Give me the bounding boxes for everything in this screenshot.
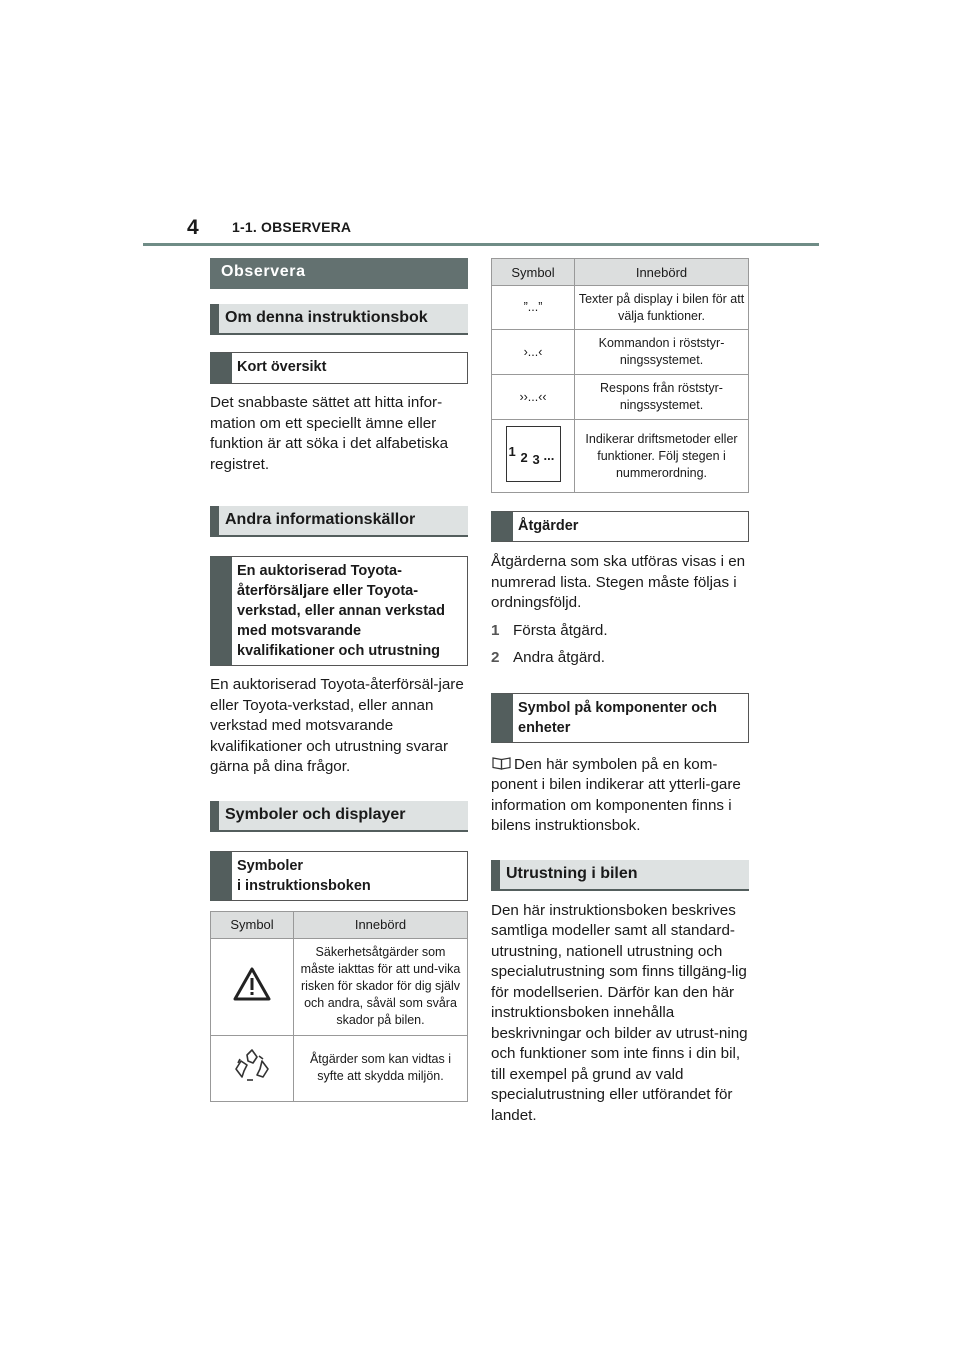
table-cell-symbol: ›...‹ <box>492 330 575 375</box>
equipment-paragraph: Den här instruktionsboken beskrives samtliga modeller samt all standard-utrustning, nationell utrustning och specialutrustning som finns tillgäng-lig för modellserien. Därför kan den här instruktionsboken innehålla beskrivningar och bilder av utrust-ning och funktioner som inte finns i din bil, till exempel på grund av vald specialutrustning eller utförandet för landet. <box>491 901 748 1124</box>
table-row <box>211 1035 468 1101</box>
list-item <box>491 648 749 668</box>
open-book-icon <box>492 756 511 770</box>
recycle-icon <box>233 1047 271 1085</box>
table-row <box>211 938 468 1035</box>
table-cell-symbol: ››...‹‹ <box>492 375 575 420</box>
table-cell-meaning: Kommandon i röststyr-ningssystemet. <box>575 330 749 375</box>
overview-paragraph: Det snabbaste sättet att hitta infor-mation om ett speciellt ämne eller funktion är att söka i det alfabetiska registret. <box>210 394 449 473</box>
table-row <box>492 330 749 375</box>
section-heading-about-manual: Om denna instruktionsbok <box>210 304 468 335</box>
table-cell-meaning: Åtgärder som kan vidtas i syfte att skydda miljön. <box>294 1035 468 1101</box>
step-number-icon: 2 <box>520 449 528 465</box>
section-heading-other-sources: Andra informationskällor <box>210 506 468 537</box>
subheading-dealer: En auktoriserad Toyota-återförsäljare eller Toyota-verkstad, eller annan verkstad med motsvarande kvalifikationer och utrustning <box>210 556 468 666</box>
section-heading-symbols: Symboler och displayer <box>210 801 468 832</box>
chapter-band: Observera <box>210 258 468 289</box>
table-header-symbol: Symbol <box>211 911 294 938</box>
subheading-symbols-in-manual <box>210 851 468 901</box>
section-heading-equipment: Utrustning i bilen <box>491 860 749 891</box>
step-text: Första åtgärd. <box>513 621 608 639</box>
step-number: 1 <box>491 621 500 639</box>
actions-paragraph: Åtgärderna som ska utföras visas i en numrerad lista. Stegen måste följas i ordningsföljd. <box>491 553 746 611</box>
table-cell-symbol: ”...” <box>492 286 575 330</box>
numbered-steps-icon <box>506 426 561 482</box>
left-column <box>210 258 468 1102</box>
step-number-icon: 1 <box>508 443 516 459</box>
table-row <box>492 375 749 420</box>
dealer-paragraph: En auktoriserad Toyota-återförsäl-jare eller Toyota-verkstad, eller annan verkstad med motsvarande kvalifikationer och utrustning svarar gärna på dina frågor. <box>210 676 464 775</box>
table-row <box>492 420 749 493</box>
header-rule <box>143 243 819 246</box>
subheading-line-2: i instruktionsboken <box>237 877 371 894</box>
subheading-actions: Åtgärder <box>491 511 749 542</box>
subheading-line-1: Symboler <box>237 857 304 874</box>
chapter-title: 1-1. OBSERVERA <box>232 219 352 235</box>
symbols-table-left <box>210 911 468 1102</box>
table-header-symbol: Symbol <box>492 259 575 286</box>
subheading-overview: Kort översikt <box>210 352 468 384</box>
table-cell-meaning: Indikerar driftsmetoder eller funktioner. Följ stegen i nummerordning. <box>575 420 749 493</box>
right-column <box>491 258 749 1126</box>
step-text: Andra åtgärd. <box>513 648 606 666</box>
table-header-meaning: Innebörd <box>575 259 749 286</box>
step-number-icon: 3 <box>532 451 540 467</box>
symbols-table-right <box>491 258 749 493</box>
table-header-meaning: Innebörd <box>294 911 468 938</box>
table-cell-meaning: Texter på display i bilen för att välja funktioner. <box>575 286 749 330</box>
warning-triangle-icon <box>233 967 271 1001</box>
subheading-component-symbol: Symbol på komponenter och enheter <box>491 693 749 743</box>
step-ellipsis-icon: ... <box>543 447 555 463</box>
table-row <box>492 286 749 330</box>
list-item <box>491 621 749 641</box>
step-number: 2 <box>491 648 500 666</box>
page-number: 4 <box>187 216 199 239</box>
component-text: Den här symbolen på en kom-ponent i bilen indikerar att ytterli-gare information om komponenten finns i bilens instruktionsbok. <box>491 755 741 834</box>
component-paragraph <box>491 755 749 837</box>
table-cell-meaning: Säkerhetsåtgärder som måste iakttas för att und-vika risken för skador för dig själv och andra, såväl som svåra skador på bilen. <box>294 938 468 1035</box>
table-cell-meaning: Respons från röststyr-ningssystemet. <box>575 375 749 420</box>
